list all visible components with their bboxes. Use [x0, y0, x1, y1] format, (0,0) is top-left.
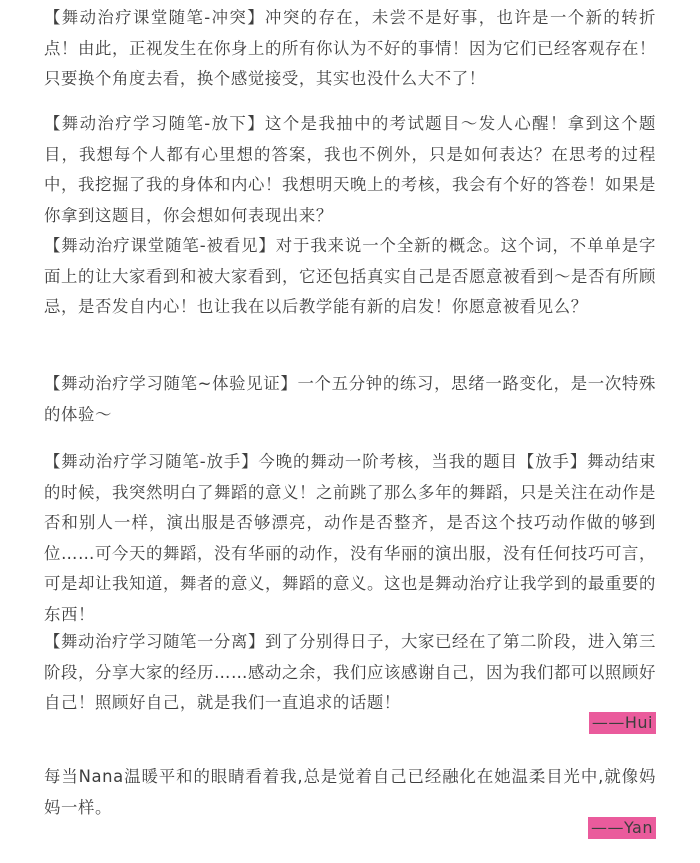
paragraph-conflict: 【舞动治疗课堂随笔-冲突】冲突的存在，未尝不是好事，也许是一个新的转折点！由此，正视发生在你身上的所有你认为不好的事情！因为它们已经客观存在！只要换个角度去看，换个感觉接受，其实也没什么大不了！ — [44, 8, 656, 88]
signature-hui-label: ——Hui — [589, 712, 656, 734]
paragraph-experience-witness: 【舞动治疗学习随笔~体验见证】一个五分钟的练习，思绪一路变化，是一次特殊的体验～ — [44, 374, 656, 424]
paragraph-separation: 【舞动治疗学习随笔一分离】到了分别得日子，大家已经在了第二阶段，进入第三阶段，分享大家的经历……感动之余，我们应该感谢自己，因为我们都可以照顾好自己！照顾好自己，就是我们一直追求的话题！ — [44, 632, 656, 712]
signature-yan-label: ——Yan — [588, 817, 656, 839]
paragraph-let-go: 【舞动治疗学习随笔-放下】这个是我抽中的考试题目～发人心醒！拿到这个题目，我想每个人都有心里想的答案，我也不例外，只是如何表达？在思考的过程中，我挖掘了我的身体和内心！我想明天晚上的考核，我会有个好的答卷！如果是你拿到这题目，你会想如何表现出来？ — [44, 114, 656, 225]
signature-yan — [588, 817, 656, 839]
paragraph-nana: 每当Nana温暖平和的眼睛看着我,总是觉着自己已经融化在她温柔目光中,就像妈妈一样。 — [44, 767, 656, 817]
signature-hui — [589, 712, 656, 734]
paragraph-release: 【舞动治疗学习随笔-放手】今晚的舞动一阶考核，当我的题目【放手】舞动结束的时候，我突然明白了舞蹈的意义！之前跳了那么多年的舞蹈，只是关注在动作是否和别人一样，演出服是否够漂亮，动作是否整齐，是否这个技巧动作做的够到位……可今天的舞蹈，没有华丽的动作，没有华丽的演出服，没有任何技巧可言，可是却让我知道，舞者的意义，舞蹈的意义。这也是舞动治疗让我学到的最重要的东西！ — [44, 452, 656, 624]
paragraph-being-seen: 【舞动治疗课堂随笔-被看见】对于我来说一个全新的概念。这个词，不单单是字面上的让大家看到和被大家看到，它还包括真实自己是否愿意被看到～是否有所顾忌，是否发自内心！也让我在以后教学能有新的启发！你愿意被看见么？ — [44, 236, 656, 316]
